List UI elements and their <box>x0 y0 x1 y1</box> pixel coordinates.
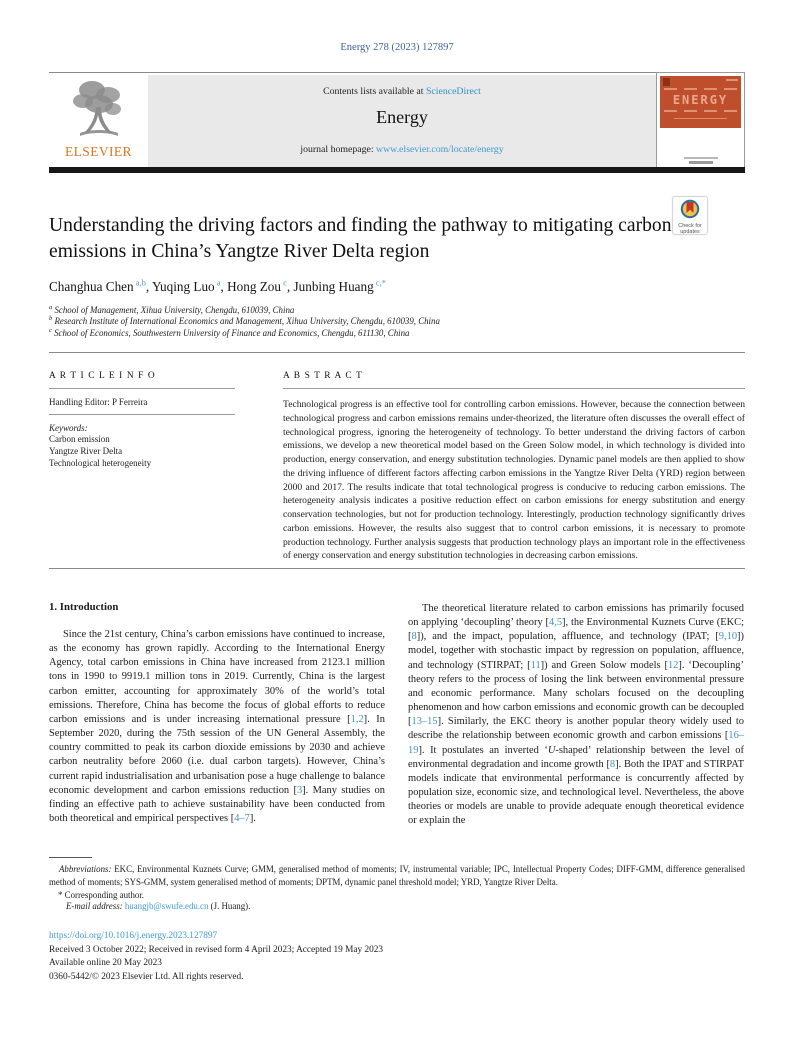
author-list: Changhua Chen $^{a,b}$, Yuqing Luo $^a$, Hong Zou $^c$, Junbing Huang $^{c,*}$ <box>49 277 387 294</box>
masthead-black-bar <box>49 167 745 173</box>
cover-publisher-mark <box>657 157 744 164</box>
footnote-rule <box>49 857 92 858</box>
citation-link[interactable]: 3 <box>296 784 303 796</box>
italic-text: U <box>547 744 556 756</box>
email-line <box>49 901 745 911</box>
author-name[interactable]: Changhua Chen <box>49 279 134 294</box>
abbreviations-note: Abbreviations: EKC, Environmental Kuznets Curve; GMM, generalised method of moments; IV, instrumental variable; IPC, Intellectual Property Codes; DIFF-GMM, difference generalised method of moments; SYS-GMM, system generalised method of moments; DPTM, dynamic panel threshold model; YRD, Yangtze River Delta. <box>49 864 745 887</box>
divider-rule-2 <box>49 568 745 569</box>
author-affiliation-sup[interactable]: a <box>214 277 221 288</box>
keyword-item: Carbon emission <box>49 434 110 444</box>
author-affiliation-sup[interactable]: a,b <box>133 277 146 288</box>
available-online: Available online 20 May 2023 <box>49 958 162 969</box>
italic-text: Abbreviations: <box>59 864 112 874</box>
citation-link[interactable]: 11 <box>530 659 541 671</box>
affiliation-list <box>49 305 440 339</box>
citation-link[interactable]: 13–15 <box>411 716 438 728</box>
affiliation-item: $^a$ School of Management, Xihua University, Chengdu, 610039, China <box>49 304 295 315</box>
elsevier-wordmark: ELSEVIER <box>65 144 132 159</box>
cover-logo-mark <box>663 78 670 86</box>
masthead-panel <box>148 75 656 171</box>
journal-reference[interactable]: Energy 278 (2023) 127897 <box>340 42 454 53</box>
keywords-list <box>49 434 235 469</box>
journal-cover-thumbnail[interactable] <box>656 72 745 171</box>
cover-divider <box>674 118 727 119</box>
citation-link[interactable]: 8 <box>411 631 417 643</box>
email-label: E-mail address: <box>66 900 123 911</box>
section-heading-introduction: 1. Introduction <box>49 601 119 613</box>
footer-block <box>49 930 745 984</box>
journal-cover-art <box>660 76 741 128</box>
contents-line <box>148 86 656 97</box>
citation-link[interactable]: 12 <box>667 659 679 671</box>
keywords-label: Keywords: <box>49 423 88 433</box>
body-right-column <box>408 600 744 829</box>
received-dates: Received 3 October 2022; Received in revised form 4 April 2023; Accepted 19 May 2023 <box>49 944 384 955</box>
citation-link[interactable]: 4,5 <box>548 617 563 629</box>
keyword-item: Technological heterogeneity <box>49 457 152 468</box>
elsevier-tree-icon <box>68 77 130 143</box>
affiliation-item: $^b$ Research Institute of International Economics and Management, Xihua University, Chengdu, 610039, China <box>49 315 440 327</box>
handling-editor: Handling Editor: P Ferreira <box>49 397 148 407</box>
citation-link[interactable]: 1,2 <box>350 713 364 725</box>
email-link[interactable]: huangjb@swufe.edu.cn <box>124 900 209 911</box>
footnote-block <box>49 857 745 911</box>
cover-editor-row-2 <box>664 110 737 112</box>
article-info-column <box>49 371 235 469</box>
keyword-item: Yangtze River Delta <box>49 445 123 456</box>
divider-rule <box>49 352 745 353</box>
cover-issue-text <box>726 79 738 81</box>
citation-link[interactable]: 16–19 <box>408 730 744 756</box>
author-name[interactable]: Hong Zou <box>227 279 281 294</box>
cover-journal-title: ENERGY <box>672 93 729 107</box>
cover-editor-row <box>664 88 737 90</box>
homepage-line <box>148 144 656 155</box>
elsevier-logo[interactable] <box>49 75 148 171</box>
author-affiliation-sup[interactable]: c <box>281 277 287 288</box>
abstract-heading: A B S T R A C T <box>283 371 363 381</box>
cover-subtitle <box>660 120 741 128</box>
top-rule <box>49 72 656 73</box>
citation-link[interactable]: 8 <box>609 758 616 770</box>
homepage-link[interactable]: www.elsevier.com/locate/energy <box>376 144 504 155</box>
abstract-column <box>283 371 745 563</box>
body-columns <box>49 600 745 829</box>
article-title: Understanding the driving factors and finding the pathway to mitigating carbon emissions in China’s Yangtze River Delta region <box>49 215 672 262</box>
author-affiliation-sup[interactable]: c,* <box>373 277 387 288</box>
homepage-prefix: journal homepage: <box>300 144 377 155</box>
check-for-updates-icon <box>680 199 700 219</box>
corresponding-author-note: * Corresponding author. <box>58 889 145 900</box>
citation-link[interactable]: 9,10 <box>718 631 738 643</box>
article-info-heading: A R T I C L E I N F O <box>49 371 156 381</box>
masthead-journal-title: Energy <box>376 107 428 127</box>
abstract-text: Technological progress is an effective tool for controlling carbon emissions. However, because the connection between technological progress and carbon emissions remains under-theorized, the literature often discusses the overall effect of technological progress, ignoring the heterogeneity of technology. To better understand the driving factors of carbon emissions, we develop a new theoretical model based on the Green Solow model, in which technology is divided into production, energy conservation, and energy substitution technologies. Dynamic panel models are then applied to show the driving influence of different factors affecting carbon emissions in the Yangtze River Delta (YRD) region between 2000 and 2017. The results indicate that total technological progress is conducive to reducing carbon emissions. The heterogeneity analysis indicates a positive reduction effect on carbon emissions for energy substitution and energy conservation technologies, but not for production technology. Interestingly, production technology significantly drives carbon emissions. However, the results also suggest that to control carbon emissions, it is necessary to promote production technology. Further analysis suggests that production technology plays an important role in the effectiveness of energy conservation and energy substitution technologies in decreasing carbon emissions. <box>283 399 745 562</box>
issn-copyright: 0360-5442/© 2023 Elsevier Ltd. All rights reserved. <box>49 971 244 982</box>
author-name[interactable]: Yuqing Luo <box>152 279 215 294</box>
contents-prefix: Contents lists available at <box>323 86 426 97</box>
sciencedirect-link[interactable]: ScienceDirect <box>425 86 481 97</box>
check-for-updates-label: Check for updates <box>678 223 702 235</box>
check-for-updates-badge[interactable] <box>672 196 708 235</box>
body-left-column <box>49 600 385 829</box>
intro-paragraph-left: Since the 21st century, China’s carbon emissions have continued to increase, as the economy has grown rapidly. According to the International Energy Agency, total carbon emissions in China have increased from 2123.1 million tons in 1990 to 9919.1 million tons in 2019. Currently, China is the largest carbon emitter, accounting for approximately 30% of the world’s total emissions. Therefore, China has become the focus of global efforts to reduce carbon emissions and is under increasing international pressure [1,2]. In September 2020, during the 75th session of the UN General Assembly, the country committed to peak its carbon dioxide emissions by 2030 and achieve carbon neutrality before 2060 (i.e. dual carbon targets). However, China’s current rapid industrialisation and urbanisation pose a huge challenge to balance economic development and carbon emissions reduction [3]. Many studies on finding an effective path to achieve sustainability have been conducted from both theoretical and empirical perspectives [4–7]. <box>49 629 385 825</box>
affiliation-item: $^c$ School of Economics, Southwestern University of Finance and Economics, Chengdu, 611130, China <box>49 326 410 338</box>
info-rule <box>49 388 235 389</box>
abstract-rule <box>283 388 745 389</box>
author-name[interactable]: Junbing Huang <box>293 279 374 294</box>
info-rule-2 <box>49 414 235 415</box>
intro-paragraph-right: The theoretical literature related to carbon emissions has primarily focused on applying ‘decoupling’ theory [4,5], the Environmental Kuznets Curve (EKC; [8]), and the impact, population, affluence, and technology (IPAT; [9,10]) model, together with stochastic impact by regression on population, affluence, and technology (STIRPAT; [11]) and Green Solow models [12]. ‘Decoupling’ theory refers to the process of losing the link between environmental pressure and economic performance. Many scholars focused on the decoupling phenomenon and how carbon emissions and economic growth can be decoupled [13–15]. Similarly, the EKC theory is another popular theory widely used to describe the relationship between economic growth and carbon emissions [16–19]. It postulates an inverted ‘U-shaped’ relationship between the level of environmental degradation and income growth [8]. Both the IPAT and STIRPAT models indicate that environmental performance is concurrently affected by population size, economic size, and technological level. Nevertheless, the above theories or models are unable to provide adequate enough theoretical evidence or explain the <box>408 603 745 827</box>
doi-link[interactable]: https://doi.org/10.1016/j.energy.2023.127897 <box>49 931 218 941</box>
email-suffix: (J. Huang). <box>208 900 251 911</box>
masthead-banner <box>49 72 745 173</box>
citation-link[interactable]: 4–7 <box>234 813 250 825</box>
